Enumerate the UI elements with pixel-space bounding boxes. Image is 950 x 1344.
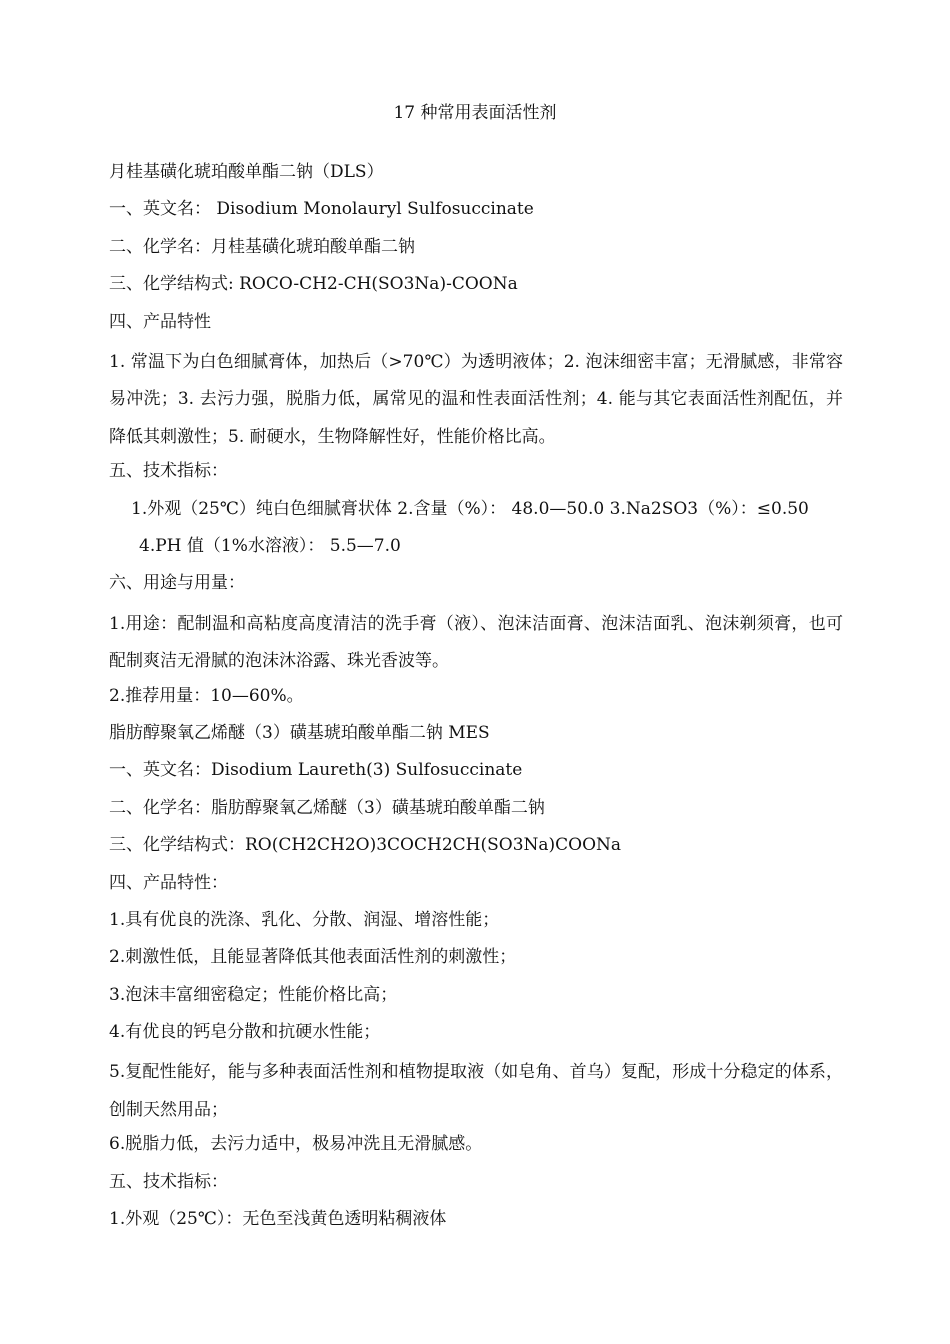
- mes-properties-heading: 四、产品特性：: [109, 872, 228, 893]
- mes-property-1: 1.具有优良的洗涤、乳化、分散、润湿、增溶性能；: [109, 909, 500, 930]
- mes-property-2: 2.刺激性低，且能显著降低其他表面活性剂的刺激性；: [109, 947, 517, 968]
- mes-heading: 脂肪醇聚氧乙烯醚（3）磺基琥珀酸单酯二钠 MES: [109, 722, 490, 743]
- mes-property-3: 3.泡沫丰富细密稳定；性能价格比高；: [109, 984, 398, 1005]
- mes-property-5: 5.复配性能好，能与多种表面活性剂和植物提取液（如皂角、首乌）复配，形成十分稳定的体系，创制天然用品；: [109, 1062, 843, 1120]
- dls-specs-line-1: 1.外观（25℃）纯白色细腻膏状体 2.含量（%）： 48.0—50.0 3.Na2SO3（%）：≤0.50: [131, 498, 809, 519]
- document-body: [109, 157, 843, 1241]
- dls-specs-line-2: 4.PH 值（1%水溶液）： 5.5—7.0: [139, 535, 401, 556]
- dls-usage-text: 1.用途：配制温和高粘度高度清洁的洗手膏（液）、泡沫洁面膏、泡沫洁面乳、泡沫剃须膏，也可配制爽洁无滑腻的泡沫沐浴露、珠光香波等。: [109, 613, 843, 672]
- page-title: 17 种常用表面活性剂: [393, 103, 557, 123]
- mes-spec-1: 1.外观（25℃）：无色至浅黄色透明粘稠液体: [109, 1209, 447, 1230]
- dls-chemical-name: 二、化学名：月桂基磺化琥珀酸单酯二钠: [109, 236, 415, 257]
- mes-property-6: 6.脱脂力低，去污力适中，极易冲洗且无滑腻感。: [109, 1134, 483, 1155]
- dls-usage-heading: 六、用途与用量：: [109, 573, 245, 594]
- dls-english-name: 一、英文名： Disodium Monolauryl Sulfosuccinate: [109, 199, 534, 220]
- dls-properties-text: 1. 常温下为白色细腻膏体，加热后（>70℃）为透明液体；2. 泡沫细密丰富；无滑腻感，非常容易冲洗；3. 去污力强，脱脂力低，属常见的温和性表面活性剂；4. 能与其它表面活性剂配伍，并降低其刺激性；5. 耐硬水，生物降解性好，性能价格比高。: [109, 351, 843, 447]
- mes-specs-heading: 五、技术指标：: [109, 1171, 228, 1192]
- mes-structure: 三、化学结构式：RO(CH2CH2O)3COCH2CH(SO3Na)COONa: [109, 835, 622, 856]
- dls-specs-heading: 五、技术指标：: [109, 461, 228, 482]
- mes-property-4: 4.有优良的钙皂分散和抗硬水性能；: [109, 1022, 381, 1043]
- dls-heading: 月桂基磺化琥珀酸单酯二钠（DLS）: [109, 162, 384, 182]
- mes-chemical-name: 二、化学名：脂肪醇聚氧乙烯醚（3）磺基琥珀酸单酯二钠: [109, 797, 545, 818]
- dls-structure: 三、化学结构式: ROCO-CH2-CH(SO3Na)-COONa: [109, 274, 518, 295]
- dls-properties-heading: 四、产品特性: [109, 311, 211, 332]
- dls-usage-dose: 2.推荐用量：10—60%。: [109, 685, 304, 706]
- mes-english-name: 一、英文名：Disodium Laureth(3) Sulfosuccinate: [109, 760, 523, 781]
